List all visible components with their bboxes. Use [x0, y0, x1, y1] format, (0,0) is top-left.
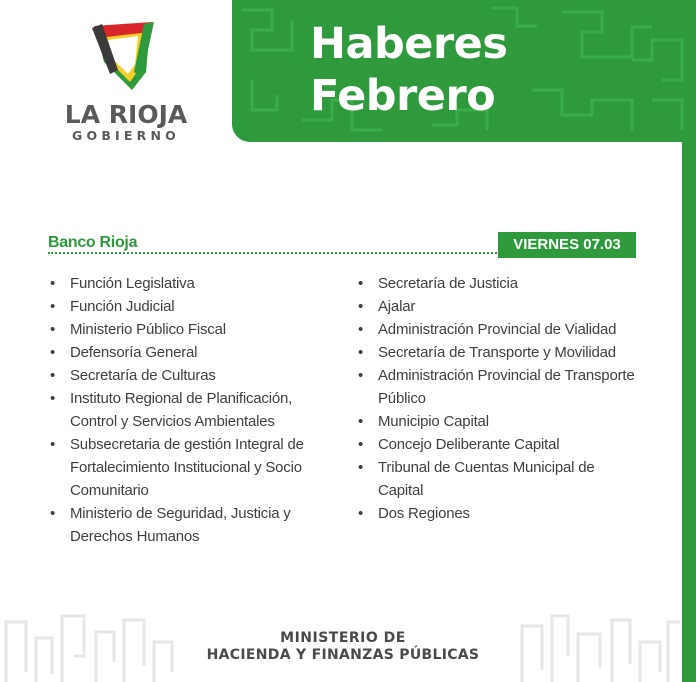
bullet-icon: •	[50, 390, 56, 407]
list-item-text: Dos Regiones	[378, 505, 470, 522]
list-item	[358, 341, 648, 364]
list-item-text: Secretaría de Culturas	[70, 367, 216, 384]
list-item-text: Comunitario	[70, 482, 149, 499]
logo-subtitle: GOBIERNO	[72, 128, 180, 143]
bullet-icon: •	[358, 367, 364, 384]
bullet-icon: •	[358, 436, 364, 453]
title-line-1: Haberes	[310, 19, 508, 69]
list-item-text: Defensoría General	[70, 344, 198, 361]
list-item-text: Ministerio Público Fiscal	[70, 321, 226, 338]
section-header	[48, 232, 636, 258]
bullet-icon: •	[50, 275, 56, 292]
list-item	[358, 502, 648, 525]
bullet-icon: •	[50, 321, 56, 338]
right-entity-list	[358, 272, 648, 525]
list-item-text: Secretaría de Justicia	[378, 275, 518, 292]
bullet-icon: •	[50, 436, 56, 453]
list-item	[358, 456, 648, 502]
list-item-text: Subsecretaria de gestión Integral de	[70, 436, 304, 453]
header-banner	[232, 0, 696, 142]
footer-pattern-right-decoration	[516, 606, 682, 682]
left-entity-list	[50, 272, 350, 548]
list-item	[50, 502, 350, 548]
list-item-text: Instituto Regional de Planificación,	[70, 390, 293, 407]
bullet-icon: •	[358, 459, 364, 476]
list-item-text: Control y Servicios Ambientales	[70, 413, 275, 430]
la-rioja-logo	[56, 22, 216, 144]
bullet-icon: •	[358, 344, 364, 361]
list-item-text: Derechos Humanos	[70, 528, 200, 545]
list-item	[50, 433, 350, 502]
list-item	[358, 364, 648, 410]
title-line-2: Febrero	[310, 71, 496, 121]
list-item	[358, 433, 648, 456]
bullet-icon: •	[50, 367, 56, 384]
logo-name: LA RIOJA	[64, 100, 188, 129]
list-item-text: Administración Provincial de Transporte	[378, 367, 635, 384]
la-rioja-emblem-icon	[92, 22, 154, 92]
list-item	[50, 387, 350, 433]
list-item-text: Tribunal de Cuentas Municipal de	[378, 459, 595, 476]
list-item	[358, 295, 648, 318]
bullet-icon: •	[358, 298, 364, 315]
bullet-icon: •	[358, 275, 364, 292]
date-badge: VIERNES 07.03	[498, 232, 636, 258]
list-item-text: Municipio Capital	[378, 413, 489, 430]
bullet-icon: •	[50, 344, 56, 361]
list-item	[50, 295, 350, 318]
bullet-icon: •	[50, 298, 56, 315]
footer-line-2: HACIENDA Y FINANZAS PÚBLICAS	[206, 647, 480, 663]
page-title	[310, 18, 507, 122]
list-item	[358, 410, 648, 433]
bank-label: Banco Rioja	[48, 234, 138, 251]
list-item	[50, 318, 350, 341]
list-item-text: Fortalecimiento Institucional y Socio	[70, 459, 302, 476]
right-green-stripe	[682, 142, 696, 682]
bullet-icon: •	[358, 505, 364, 522]
list-item	[50, 341, 350, 364]
list-item-text: Concejo Deliberante Capital	[378, 436, 560, 453]
list-item-text: Secretaría de Transporte y Movilidad	[378, 344, 616, 361]
list-item-text: Ministerio de Seguridad, Justicia y	[70, 505, 291, 522]
bullet-icon: •	[358, 321, 364, 338]
bullet-icon: •	[50, 505, 56, 522]
list-item	[358, 272, 648, 295]
list-item-text: Público	[378, 390, 426, 407]
list-item	[50, 272, 350, 295]
list-item	[50, 364, 350, 387]
list-item-text: Función Judicial	[70, 298, 175, 315]
bullet-icon: •	[358, 413, 364, 430]
footer-ministry	[180, 630, 506, 664]
list-item-text: Ajalar	[378, 298, 416, 315]
list-item-text: Capital	[378, 482, 424, 499]
list-item-text: Función Legislativa	[70, 275, 195, 292]
footer-line-1: MINISTERIO DE	[280, 630, 406, 646]
list-item	[358, 318, 648, 341]
footer-pattern-left-decoration	[0, 606, 178, 682]
list-item-text: Administración Provincial de Vialidad	[378, 321, 617, 338]
dotted-divider	[48, 252, 500, 254]
